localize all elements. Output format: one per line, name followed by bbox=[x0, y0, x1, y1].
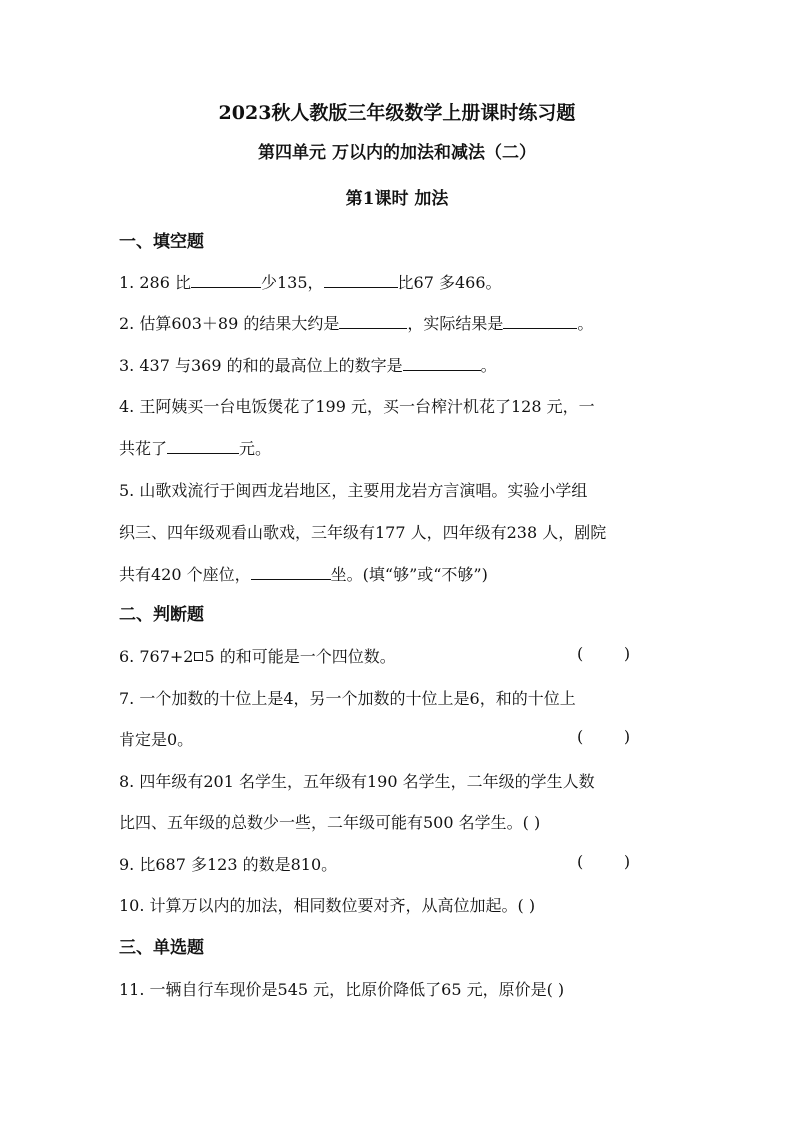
answer-blank[interactable] bbox=[251, 565, 331, 580]
square-box-icon bbox=[194, 652, 203, 661]
answer-blank[interactable] bbox=[191, 273, 261, 288]
question-9: 9. 比687 多123 的数是810。 bbox=[119, 855, 338, 874]
question-4-line-2: 共花了 元。 bbox=[119, 439, 272, 458]
answer-parenthesis[interactable]: ( ) bbox=[577, 727, 631, 746]
question-7-line-2: 肯定是0。 bbox=[119, 730, 194, 749]
section-true-false: 二、判断题 bbox=[119, 605, 204, 625]
question-4-line-1: 4. 王阿姨买一台电饭煲花了199 元，买一台榨汁机花了128 元，一 bbox=[119, 397, 595, 416]
lesson-title: 第1课时 加法 bbox=[345, 189, 449, 209]
question-6: 6. 767+2 5 的和可能是一个四位数。 bbox=[119, 647, 396, 666]
question-11: 11. 一辆自行车现价是545 元，比原价降低了65 元，原价是( ) bbox=[119, 980, 565, 999]
answer-blank[interactable] bbox=[167, 439, 239, 454]
question-5-line-2: 织三、四年级观看山歌戏，三年级有177 人，四年级有238 人，剧院 bbox=[119, 523, 607, 542]
question-5-line-1: 5. 山歌戏流行于闽西龙岩地区，主要用龙岩方言演唱。实验小学组 bbox=[119, 481, 588, 500]
question-2: 2. 估算603＋89 的结果大约是 ，实际结果是 。 bbox=[119, 314, 594, 333]
answer-blank[interactable] bbox=[324, 273, 398, 288]
question-1: 1. 286 比 少135， 比67 多466。 bbox=[119, 273, 502, 292]
section-single-choice: 三、单选题 bbox=[119, 938, 204, 958]
unit-title: 第四单元 万以内的加法和减法（二） bbox=[258, 143, 536, 163]
section-fill-in: 一、填空题 bbox=[119, 232, 204, 252]
question-8-line-1: 8. 四年级有201 名学生，五年级有190 名学生，二年级的学生人数 bbox=[119, 772, 595, 791]
worksheet-title: 2023秋人教版三年级数学上册课时练习题 bbox=[218, 102, 576, 124]
answer-blank[interactable] bbox=[339, 314, 407, 329]
answer-parenthesis[interactable]: ( ) bbox=[577, 852, 631, 871]
question-3: 3. 437 与369 的和的最高位上的数字是 。 bbox=[119, 356, 497, 375]
question-5-line-3: 共有420 个座位， 坐。(填“够”或“不够”) bbox=[119, 565, 488, 584]
answer-parenthesis[interactable]: ( ) bbox=[577, 644, 631, 663]
question-10: 10. 计算万以内的加法，相同数位要对齐，从高位加起。( ) bbox=[119, 896, 536, 915]
answer-blank[interactable] bbox=[403, 356, 481, 371]
answer-blank[interactable] bbox=[503, 314, 577, 329]
question-7-line-1: 7. 一个加数的十位上是4，另一个加数的十位上是6，和的十位上 bbox=[119, 689, 576, 708]
question-8-line-2: 比四、五年级的总数少一些，二年级可能有500 名学生。( ) bbox=[119, 813, 541, 832]
